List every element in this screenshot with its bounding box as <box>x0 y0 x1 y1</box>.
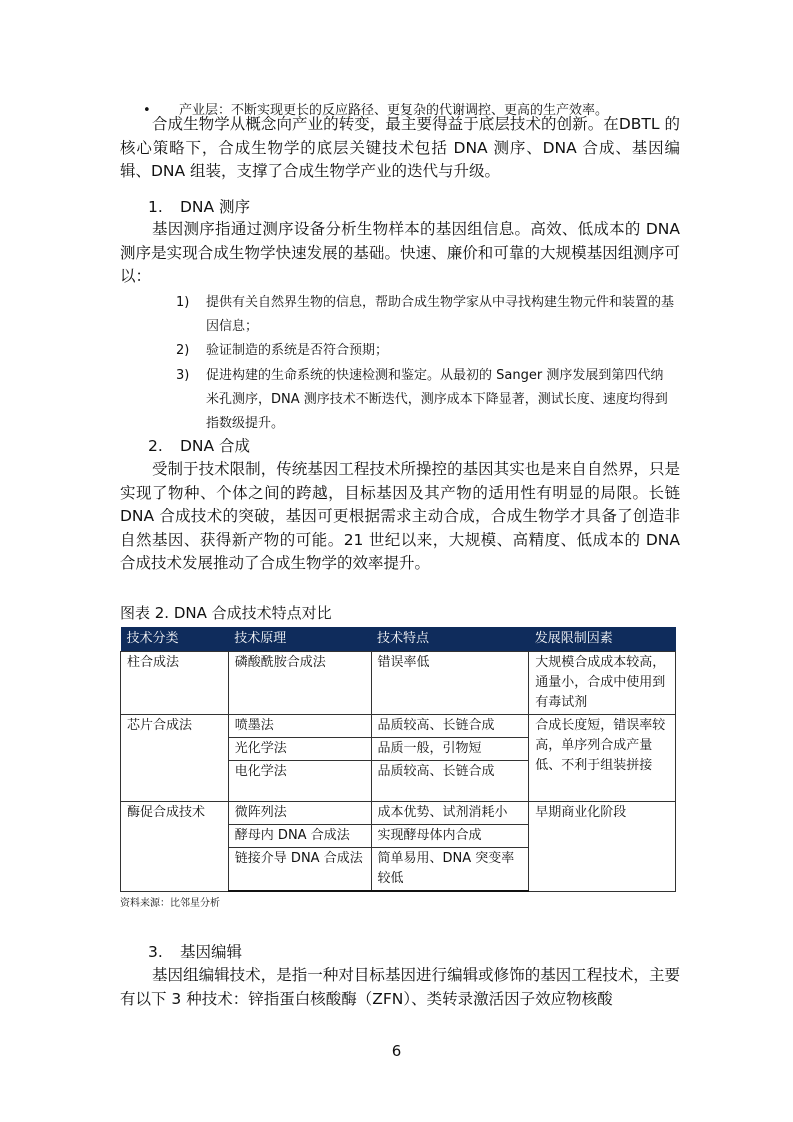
section-3-paragraph: 基因组编辑技术，是指一种对目标基因进行编辑或修饰的基因工程技术，主要有以下 3 种技术：锌指蛋白核酸酶（ZFN）、类转录激活因子效应物核酸 <box>120 966 680 1008</box>
feature-cell: 简单易用、DNA 突变率较低 <box>371 848 529 892</box>
list-item-number: 3) <box>176 368 190 383</box>
feature-cell: 错误率低 <box>371 652 529 715</box>
table-caption: 图表 2. DNA 合成技术特点对比 <box>120 604 332 622</box>
principle-cell: 微阵列法 <box>228 802 371 825</box>
feature-cell: 成本优势、试剂消耗小 <box>371 802 529 825</box>
list-item <box>176 339 676 363</box>
feature-cell: 实现酵母体内合成 <box>371 825 529 848</box>
list-item-text: 提供有关自然界生物的信息，帮助合成生物学家从中寻找构建生物元件和装置的基因信息； <box>206 295 675 334</box>
limitation-cell: 早期商业化阶段 <box>529 802 676 892</box>
table-header-row <box>121 627 676 652</box>
table-source-note: 资料来源：比邻星分析 <box>120 898 220 909</box>
principle-cell: 喷墨法 <box>228 715 371 738</box>
section-2-title: DNA 合成 <box>180 437 251 455</box>
table-row <box>121 652 676 715</box>
bullet-symbol: • <box>143 103 151 118</box>
table-row <box>121 802 676 825</box>
list-item <box>176 364 676 436</box>
limitation-cell: 大规模合成成本较高，通量小，合成中使用到有毒试剂 <box>529 652 676 715</box>
section-2-paragraph: 受制于技术限制，传统基因工程技术所操控的基因其实也是来自自然界，只是实现了物种、个体之间的跨越，目标基因及其产物的适用性有明显的局限。长链 DNA 合成技术的突破，基因可更根据需求主动合成，合成生物学才具备了创造非自然基因、获得新产物的可能。21 世纪以来，大规模、高精度、低成本的 DNA 合成技术发展推动了合成生物学的效率提升。 <box>120 460 680 572</box>
principle-cell: 磷酸酰胺合成法 <box>228 652 371 715</box>
feature-cell: 品质较高、长链合成 <box>371 715 529 738</box>
section-1-number: 1. <box>148 198 163 216</box>
section-3-title: 基因编辑 <box>180 943 243 961</box>
column-header: 发展限制因素 <box>529 627 676 652</box>
section-1-title: DNA 测序 <box>180 198 251 216</box>
principle-cell: 电化学法 <box>228 761 371 802</box>
list-item <box>176 291 676 339</box>
principle-cell: 链接介导 DNA 合成法 <box>228 848 371 892</box>
column-header: 技术分类 <box>121 627 229 652</box>
principle-cell: 酵母内 DNA 合成法 <box>228 825 371 848</box>
list-item-number: 1) <box>176 295 190 310</box>
principle-cell: 光化学法 <box>228 738 371 761</box>
category-cell: 柱合成法 <box>121 652 229 715</box>
column-header: 技术原理 <box>228 627 371 652</box>
feature-cell: 品质一般，引物短 <box>371 738 529 761</box>
list-item-text: 促进构建的生命系统的快速检测和鉴定。从最初的 Sanger 测序发展到第四代纳米孔测序，DNA 测序技术不断迭代，测序成本下降显著，测试长度、速度均得到指数级提升。 <box>206 368 668 431</box>
column-header: 技术特点 <box>371 627 529 652</box>
page-number: 6 <box>391 1042 402 1060</box>
intro-paragraph: 合成生物学从概念向产业的转变，最主要得益于底层技术的创新。在DBTL 的核心策略下，合成生物学的底层关键技术包括 DNA 测序、DNA 合成、基因编辑、DNA 组装，支撑了合成生物学产业的迭代与升级。 <box>120 115 680 180</box>
dna-synthesis-table <box>120 627 676 892</box>
section-3-number: 3. <box>148 943 163 961</box>
limitation-cell: 合成长度短，错误率较高，单序列合成产量低、不利于组装拼接 <box>529 715 676 802</box>
bullet-text: 产业层：不断实现更长的反应路径、更复杂的代谢调控、更高的生产效率。 <box>179 103 609 118</box>
table-row <box>121 715 676 738</box>
section-2-number: 2. <box>148 437 163 455</box>
section-3-heading <box>148 941 242 964</box>
feature-cell: 品质较高、长链合成 <box>371 761 529 802</box>
section-1-heading <box>148 196 250 219</box>
section-2-heading <box>148 435 250 458</box>
section-1-paragraph: 基因测序指通过测序设备分析生物样本的基因组信息。高效、低成本的 DNA 测序是实现合成生物学快速发展的基础。快速、廉价和可靠的大规模基因组测序可以： <box>120 220 680 285</box>
category-cell: 酶促合成技术 <box>121 802 229 892</box>
category-cell: 芯片合成法 <box>121 715 229 802</box>
list-item-number: 2) <box>176 343 190 358</box>
list-item-text: 验证制造的系统是否符合预期； <box>206 343 389 358</box>
